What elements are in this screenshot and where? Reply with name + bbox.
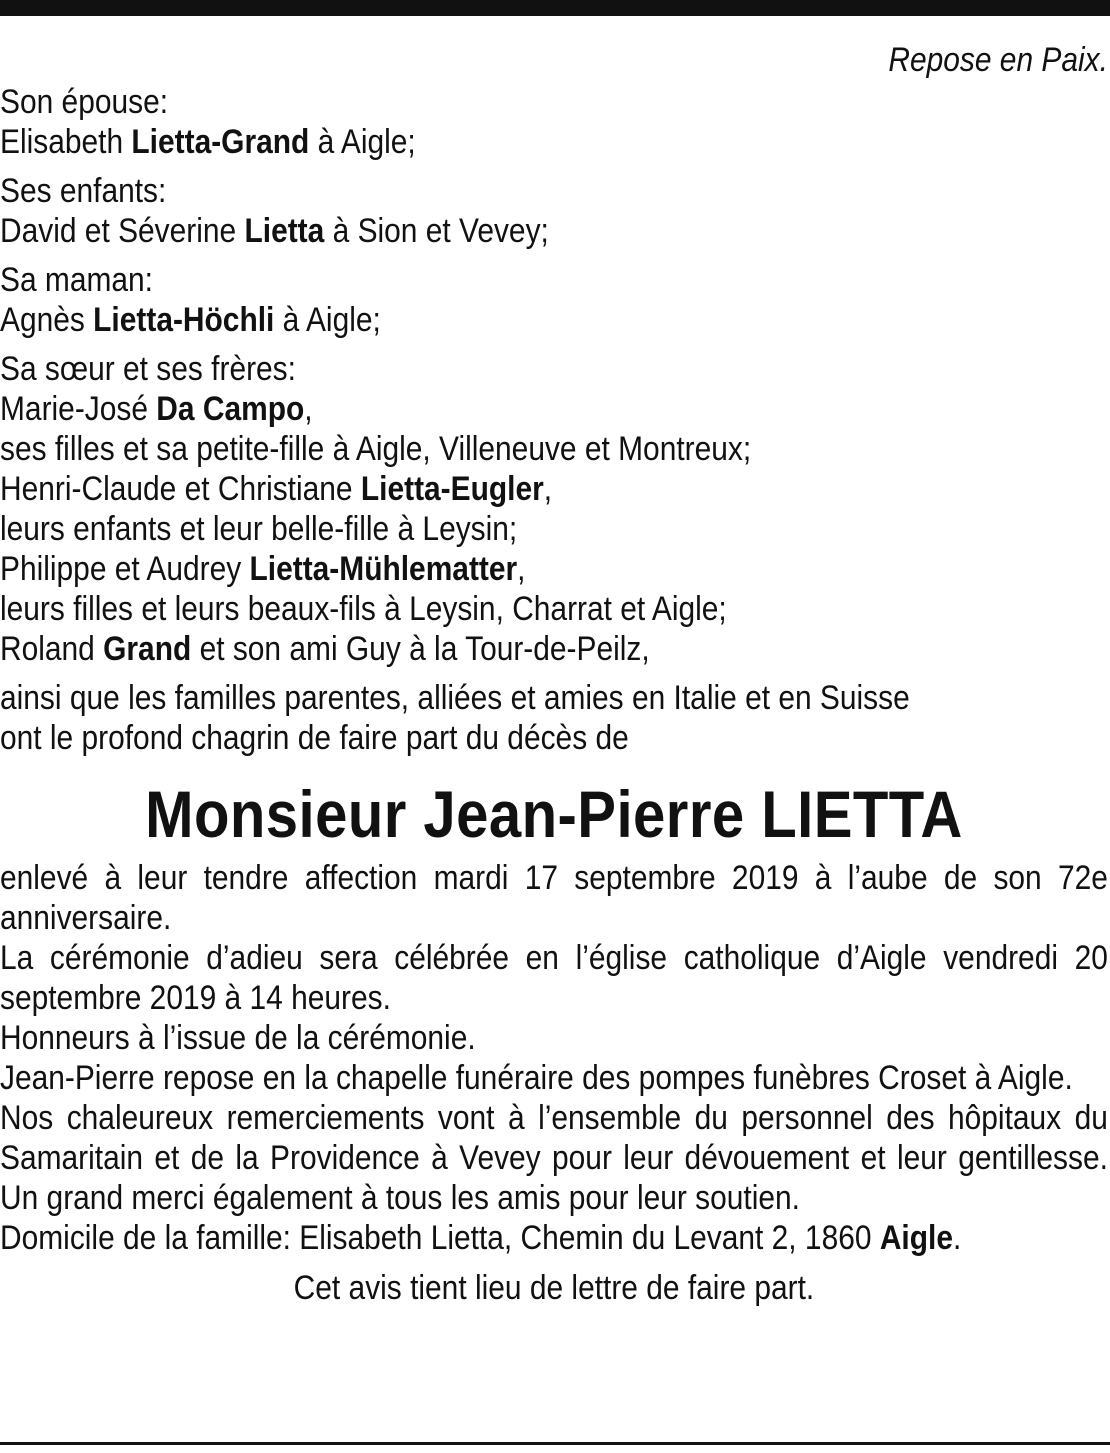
passing-text: enlevé à leur tendre affection mardi 17 septembre 2019 à l’aube de son 72e anniversaire. xyxy=(0,859,1108,937)
sibling-4-entry xyxy=(0,629,1108,669)
sibling-3-surname: Lietta-Mühlematter xyxy=(249,550,518,588)
sibling-2-surname: Lietta-Eugler xyxy=(360,470,544,508)
domicile-text: Domicile de la famille: Elisabeth Lietta, Chemin du Levant 2, 1860 xyxy=(0,1219,872,1257)
top-rule xyxy=(0,0,1110,16)
mother-group xyxy=(0,260,1108,340)
honours-text: Honneurs à l’issue de la cérémonie. xyxy=(0,1019,476,1057)
deceased-name: Monsieur Jean-Pierre LIETTA xyxy=(145,777,963,851)
children-first: David et Séverine xyxy=(0,212,237,250)
mother-surname: Lietta-Höchli xyxy=(93,301,275,339)
epigraph: Repose en Paix. xyxy=(888,41,1108,79)
resting-text: Jean-Pierre repose en la chapelle funéraire des pompes funèbres Croset à Aigle. xyxy=(0,1059,1073,1097)
sibling-2-detail: leurs enfants et leur belle-fille à Leysin; xyxy=(0,510,518,548)
siblings-label: Sa sœur et ses frères: xyxy=(0,350,296,388)
spouse-entry xyxy=(0,122,1108,162)
sibling-3-entry xyxy=(0,549,1108,589)
thanks-text: Nos chaleureux remerciements vont à l’ensemble du personnel des hôpitaux du Samaritain et de la Providence à Vevey pour leur dévouement et leur gentillesse. Un grand merci également à tous les amis pour leur soutien. xyxy=(0,1099,1108,1217)
sibling-1-first: Marie-José xyxy=(0,390,148,428)
sibling-4-first: Roland xyxy=(0,630,95,668)
mother-entry xyxy=(0,300,1108,340)
children-rest: à Sion et Vevey; xyxy=(332,212,549,250)
sibling-1-entry xyxy=(0,389,1108,429)
sibling-1-rest: , xyxy=(304,390,313,428)
domicile-city: Aigle xyxy=(879,1219,953,1257)
announcement-line-1: ainsi que les familles parentes, alliées et amies en Italie et en Suisse xyxy=(0,679,910,717)
spouse-first: Elisabeth xyxy=(0,123,124,161)
sibling-2-first: Henri-Claude et Christiane xyxy=(0,470,353,508)
children-label: Ses enfants: xyxy=(0,172,167,210)
spouse-rest: à Aigle; xyxy=(317,123,416,161)
spouse-group xyxy=(0,82,1108,162)
sibling-3-detail: leurs filles et leurs beaux-fils à Leysin, Charrat et Aigle; xyxy=(0,590,727,628)
sibling-1-surname: Da Campo xyxy=(156,390,305,428)
ceremony-text: La cérémonie d’adieu sera célébrée en l’église catholique d’Aigle vendredi 20 septembre 2019 à 14 heures. xyxy=(0,939,1108,1017)
mother-rest: à Aigle; xyxy=(282,301,381,339)
closing-note: Cet avis tient lieu de lettre de faire part. xyxy=(293,1269,815,1307)
details xyxy=(0,858,1108,1258)
obituary-notice xyxy=(0,40,1108,1308)
sibling-4-surname: Grand xyxy=(103,630,192,668)
sibling-4-rest: et son ami Guy à la Tour-de-Peilz, xyxy=(199,630,650,668)
children-group xyxy=(0,171,1108,251)
spouse-surname: Lietta-Grand xyxy=(131,123,310,161)
mother-first: Agnès xyxy=(0,301,85,339)
announcement-line-2: ont le profond chagrin de faire part du décès de xyxy=(0,719,629,757)
spouse-label: Son épouse: xyxy=(0,83,169,121)
siblings-group xyxy=(0,349,1108,669)
bottom-rule xyxy=(0,1442,1110,1445)
sibling-1-detail: ses filles et sa petite-fille à Aigle, Villeneuve et Montreux; xyxy=(0,430,752,468)
domicile xyxy=(0,1218,1108,1258)
children-surname: Lietta xyxy=(244,212,325,250)
announcement xyxy=(0,678,1108,758)
sibling-2-rest: , xyxy=(543,470,553,508)
children-entry xyxy=(0,211,1108,251)
sibling-3-rest: , xyxy=(517,550,526,588)
mother-label: Sa maman: xyxy=(0,261,153,299)
domicile-end: . xyxy=(952,1219,962,1257)
sibling-2-entry xyxy=(0,469,1108,509)
sibling-3-first: Philippe et Audrey xyxy=(0,550,242,588)
